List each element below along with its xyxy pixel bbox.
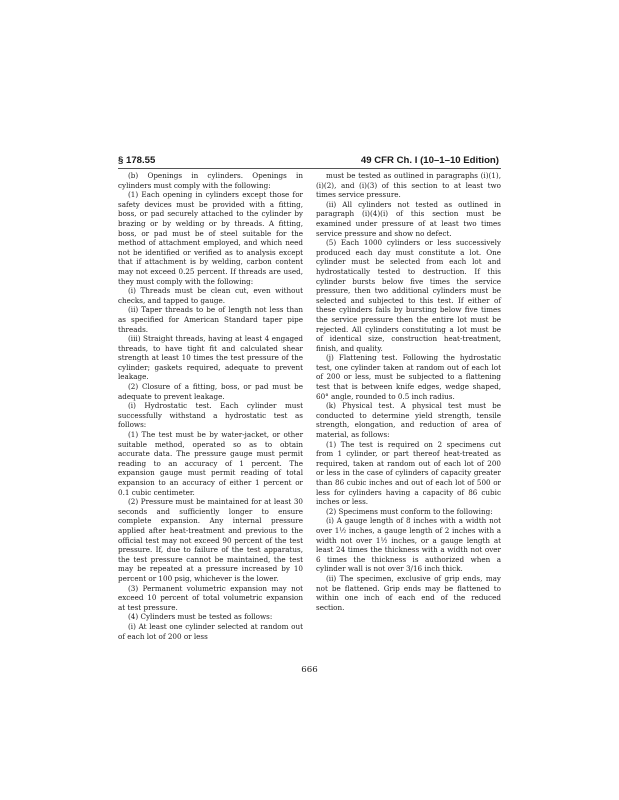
paragraph: (2) Specimens must conform to the following: [326, 506, 493, 516]
page-number: 666 [301, 665, 318, 675]
paragraph: (1) The test is required on 2 specimens cut from 1 cylinder, or part thereof heat-treated as required, taken at random out of each lot of 200 or less in the case of cylinders of capacity greater than 86 cubic inches and out of each lot of 500 or less for cylinders having a capacity of 86 cubic inches or less. [316, 439, 501, 507]
paragraph: (1) Each opening in cylinders except those for safety devices must be provided with a fitting, boss, or pad securely attached to the cylinder by brazing or by welding or by threads. A fitting, boss, or pad must be of steel suitable for the method of attachment employed, and which need not be identified or verified as to analysis except that if attachment is by welding, carbon content may not exceed 0.25 percent. If threads are used, they must comply with the following: [118, 190, 303, 286]
paragraph: (k) Physical test. A physical test must be conducted to determine yield strength, tensile strength, elongation, and reduction of area of material, as follows: [316, 401, 501, 440]
left-column [118, 171, 303, 641]
paragraph: (b) Openings in cylinders. Openings in cylinders must comply with the following: [118, 171, 303, 190]
paragraph: (3) Permanent volumetric expansion may not exceed 10 percent of total volumetric expansion at test pressure. [118, 583, 303, 612]
cfr-title-header: 49 CFR Ch. I (10–1–10 Edition) [360, 155, 499, 166]
paragraph: (i) At least one cylinder selected at random out of each lot of 200 or less [118, 621, 303, 641]
right-column [316, 171, 501, 612]
paragraph: (1) The test must be by water-jacket, or other suitable method, operated so as to obtain accurate data. The pressure gauge must permit reading to an accuracy of 1 percent. The expansion gauge must permit reading of total expansion to an accuracy of either 1 percent or 0.1 cubic centimeter. [118, 430, 303, 497]
paragraph: (2) Pressure must be maintained for at least 30 seconds and sufficiently longer to ensure complete expansion. Any internal pressure applied after heat-treatment and previous to the official test may not exceed 90 percent of the test pressure. If, due to failure of the test apparatus, the test pressure cannot be maintained, the test may be repeated at a pressure increased by 10 percent or 100 psig, whichever is the lower. [118, 497, 303, 583]
paragraph: must be tested as outlined in paragraphs (i)(1), (i)(2), and (i)(3) of this section to at least two times service pressure. [316, 171, 501, 200]
paragraph: (ii) The specimen, exclusive of grip ends, may not be flattened. Grip ends may be flattened to within one inch of each end of the reduced section. [316, 573, 501, 612]
section-header: § 178.55 [118, 155, 156, 166]
paragraph: (j) Flattening test. Following the hydrostatic test, one cylinder taken at random out of each lot of 200 or less, must be subjected to a flattening test that is between knife edges, wedge shaped, 60° angle, rounded to 0.5 inch radius. [316, 353, 501, 401]
paragraph: (i) Threads must be clean cut, even without checks, and tapped to gauge. [118, 286, 303, 305]
paragraph: (2) Closure of a fitting, boss, or pad must be adequate to prevent leakage. [118, 382, 303, 401]
paragraph: (i) Hydrostatic test. Each cylinder must successfully withstand a hydrostatic test as follows: [118, 401, 303, 430]
paragraph: (4) Cylinders must be tested as follows: [128, 612, 273, 622]
paragraph: (ii) All cylinders not tested as outlined in paragraph (i)(4)(i) of this section must be examined under pressure of at least two times service pressure and show no defect. [316, 199, 501, 238]
paragraph: (iii) Straight threads, having at least 4 engaged threads, to have tight fit and calculated shear strength at least 10 times the test pressure of the cylinder; gaskets required, adequate to prevent leakage. [118, 334, 303, 382]
header-rule [118, 168, 501, 169]
paragraph: (5) Each 1000 cylinders or less successively produced each day must constitute a lot. One cylinder must be selected from each lot and hydrostatically tested to destruction. If this cylinder bursts below five times the service pressure, then two additional cylinders must be selected and subjected to this test. If either of these cylinders fails by bursting below five times the service pressure then the entire lot must be rejected. All cylinders constituting a lot must be of identical size, construction heat-treatment, finish, and quality. [316, 238, 501, 353]
paragraph: (ii) Taper threads to be of length not less than as specified for American Standard taper pipe threads. [118, 305, 303, 334]
paragraph: (i) A gauge length of 8 inches with a width not over 1½ inches, a gauge length of 2 inches with a width not over 1½ inches, or a gauge length at least 24 times the thickness with a width not over 6 times the thickness is authorized when a cylinder wall is not over 3/16 inch thick. [316, 516, 501, 574]
